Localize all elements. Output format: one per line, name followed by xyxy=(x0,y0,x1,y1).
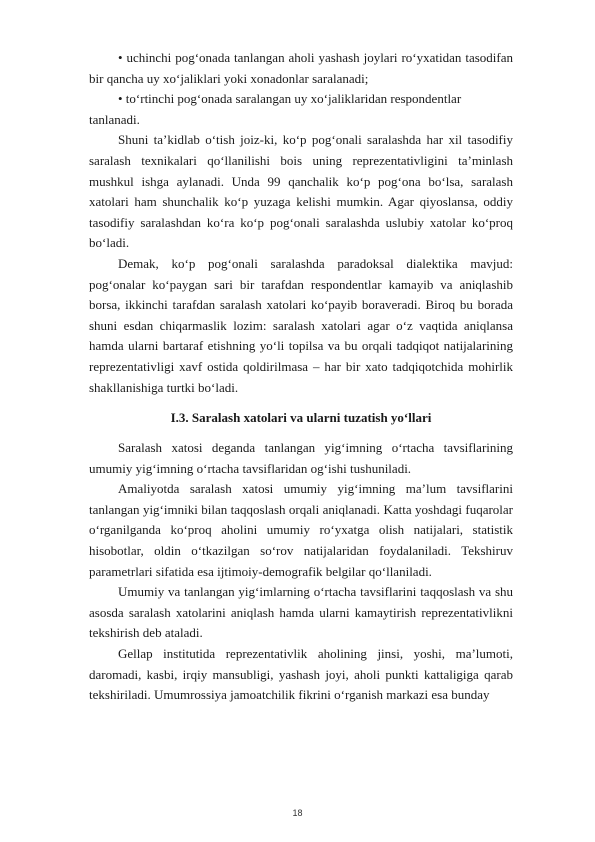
bullet-paragraph-third-stage: • uchinchi pog‘onada tanlangan aholi yashash joylari ro‘yxatidan tasodifan bir qancha uy xo‘jaliklari yoki xonadonlar saralanadi; xyxy=(89,50,513,86)
paragraph-gallup: Gellap institutida reprezentativlik aholining jinsi, yoshi, ma’lumoti, daromadi, kasbi, irqiy mansubligi, yashash joyi, aholi punkti kattaligiga qarab tekshiriladi. Umumrossiya jamoatchilik fikrini o‘rganish markazi esa bunday xyxy=(89,646,513,703)
section-heading: I.3. Saralash xatolari va ularni tuzatish yo‘llari xyxy=(170,410,432,426)
paragraph-multistage-note: Shuni ta’kidlab o‘tish joiz-ki, ko‘p pog‘onali saralashda har xil tasodifiy saralash texnikalari qo‘llanilishi bois uning reprezentativligini ta’minlash mushkul ishga aylanadi. Unda 99 qanchalik ko‘p pog‘ona bo‘lsa, saralash xatolari ham shunchalik ko‘p yuzaga kelishi mumkin. Agar qiyoslansa, oddiy tasodifiy saralashdan ko‘ra ko‘p pog‘onali saralashda uslubiy xatolar ko‘proq bo‘ladi. xyxy=(89,132,513,251)
page-body xyxy=(89,48,513,706)
bullet-paragraph-fourth-stage: • to‘rtinchi pog‘onada saralangan uy xo‘jaliklaridan respondentlar tanlanadi. xyxy=(89,91,462,127)
paragraph-paradox: Demak, ko‘p pog‘onali saralashda paradoksal dialektika mavjud: pog‘onalar ko‘paygan sari bir tarafdan respondentlar kamayib va aniqlashib borsa, ikkinchi tarafdan saralash xatolari ko‘payib boraveradi. Biroq bu borada shuni esdan chiqarmaslik lozim: saralash xatolari agar o‘z vaqtida aniqlansa hamda ularni bartaraf etishning yo‘li topilsa va bu orqali tadqiqot natijalarining reprezentativligi xavf ostida qoldirilmasa – har bir xato tadqiqotchida mohirlik shakllanishiga turtki bo‘ladi. xyxy=(89,255,513,395)
paragraph-error-definition: Saralash xatosi deganda tanlangan yig‘imning o‘rtacha tavsiflarining umumiy yig‘imning o‘rtacha tavsiflaridan og‘ishi tushuniladi. xyxy=(89,440,513,476)
page-number: 18 xyxy=(292,808,303,818)
paragraph-practice: Amaliyotda saralash xatosi umumiy yig‘imning ma’lum tavsiflarini tanlangan yig‘imniki bilan taqqoslash orqali aniqlanadi. Katta yoshdagi fuqarolar o‘rganilganda ko‘proq aholini umumiy ro‘yxatga olish natijalari, statistik hisobotlar, oldin o‘tkazilgan so‘rov natijalaridan foydalaniladi. Tekshiruv parametrlari sifatida esa ijtimoiy-demografik belgilar qo‘llaniladi. xyxy=(89,481,513,579)
paragraph-representativeness-check: Umumiy va tanlangan yig‘imlarning o‘rtacha tavsiflarini taqqoslash va shu asosda saralash xatolarini aniqlash hamda ularni kamaytirish reprezentativlikni tekshirish deb ataladi. xyxy=(89,584,513,641)
